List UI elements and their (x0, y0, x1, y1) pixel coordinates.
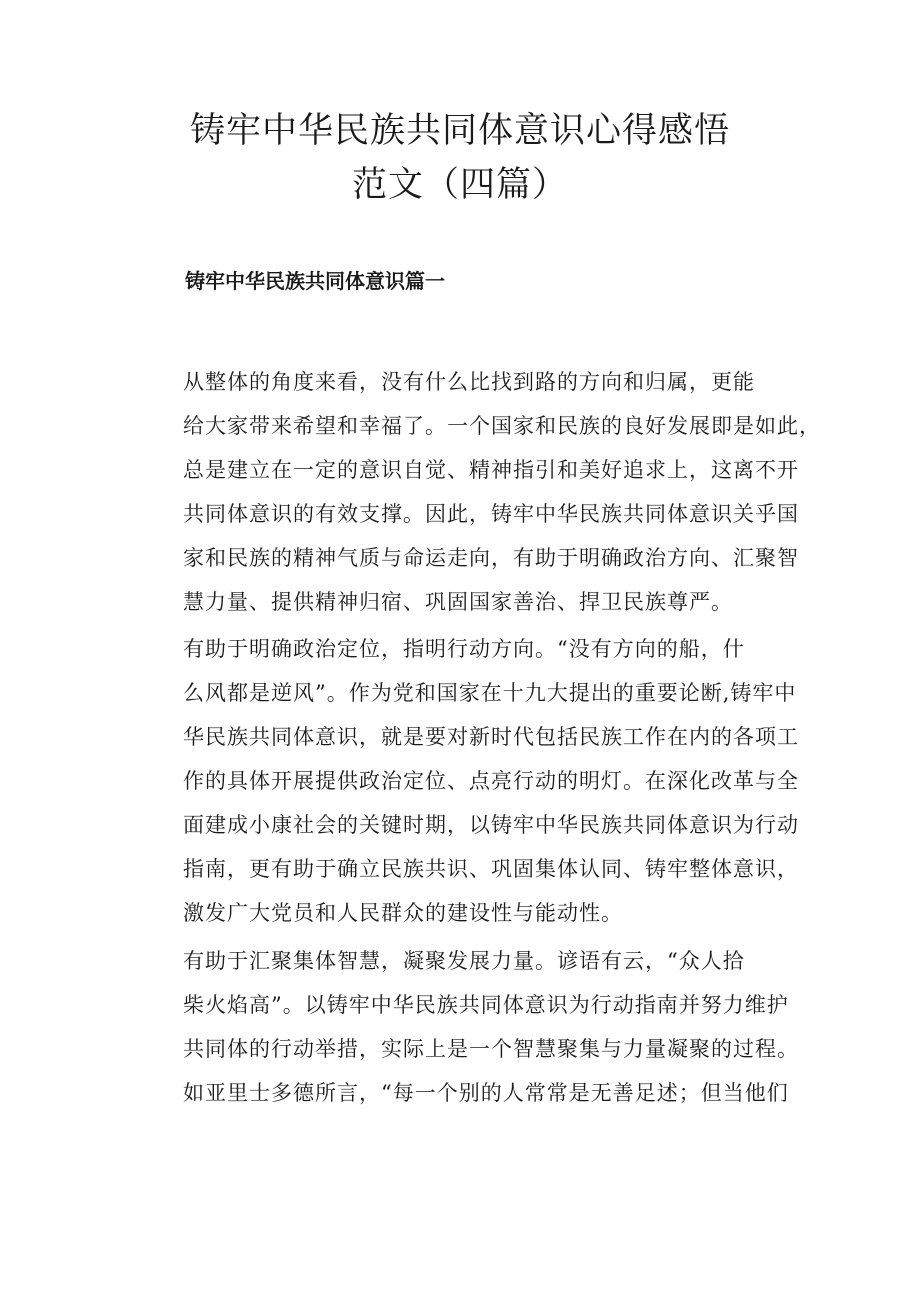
document-title-line-2: 范文（四篇） (351, 165, 568, 205)
paragraph-line: 激发广大党员和人民群众的建设性与能动性。 (183, 901, 623, 925)
paragraph-line: 作的具体开展提供政治定位、点亮行动的明灯。在深化改革与全 (183, 769, 799, 793)
paragraph-line: 华民族共同体意识，就是要对新时代包括民族工作在内的各项工 (183, 725, 799, 749)
paragraph-line: 有助于明确政治定位，指明行动方向。“没有方向的船，什 (183, 637, 745, 661)
body-text (137, 360, 821, 1115)
paragraph-2 (137, 627, 797, 935)
paragraph-3 (137, 939, 797, 1115)
paragraph-line: 总是建立在一定的意识自觉、精神指引和美好追求上，这离不开 (183, 458, 799, 482)
document-title-line-1: 铸牢中华民族共同体意识心得感悟 (189, 111, 730, 151)
paragraph-line: 有助于汇聚集体智慧，凝聚发展力量。谚语有云，“众人拾 (183, 949, 745, 973)
paragraph-line: 给大家带来希望和幸福了。一个国家和民族的良好发展即是如此， (183, 414, 821, 438)
paragraph-line: 从整体的角度来看，没有什么比找到路的方向和归属，更能 (183, 370, 755, 394)
paragraph-line: 共同体意识的有效支撑。因此，铸牢中华民族共同体意识关乎国 (183, 502, 799, 526)
paragraph-line: 慧力量、提供精神归宿、巩固国家善治、捍卫民族尊严。 (183, 590, 733, 614)
paragraph-line: 家和民族的精神气质与命运走向，有助于明确政治方向、汇聚智 (183, 546, 799, 570)
paragraph-line: 柴火焰高”。以铸牢中华民族共同体意识为行动指南并努力维护 (183, 993, 789, 1017)
paragraph-line: 共同体的行动举措，实际上是一个智慧聚集与力量凝聚的过程。 (183, 1037, 799, 1061)
section-heading: 铸牢中华民族共同体意识篇一 (185, 269, 445, 293)
paragraph-1 (137, 360, 821, 624)
paragraph-line: 么风都是逆风”。作为党和国家在十九大提出的重要论断,铸牢中 (183, 681, 797, 705)
paragraph-line: 面建成小康社会的关键时期，以铸牢中华民族共同体意识为行动 (183, 813, 799, 837)
paragraph-line: 指南，更有助于确立民族共识、巩固集体认同、铸牢整体意识， (183, 857, 799, 881)
paragraph-line: 如亚里士多德所言，“每一个别的人常常是无善足述；但当他们 (183, 1081, 789, 1105)
